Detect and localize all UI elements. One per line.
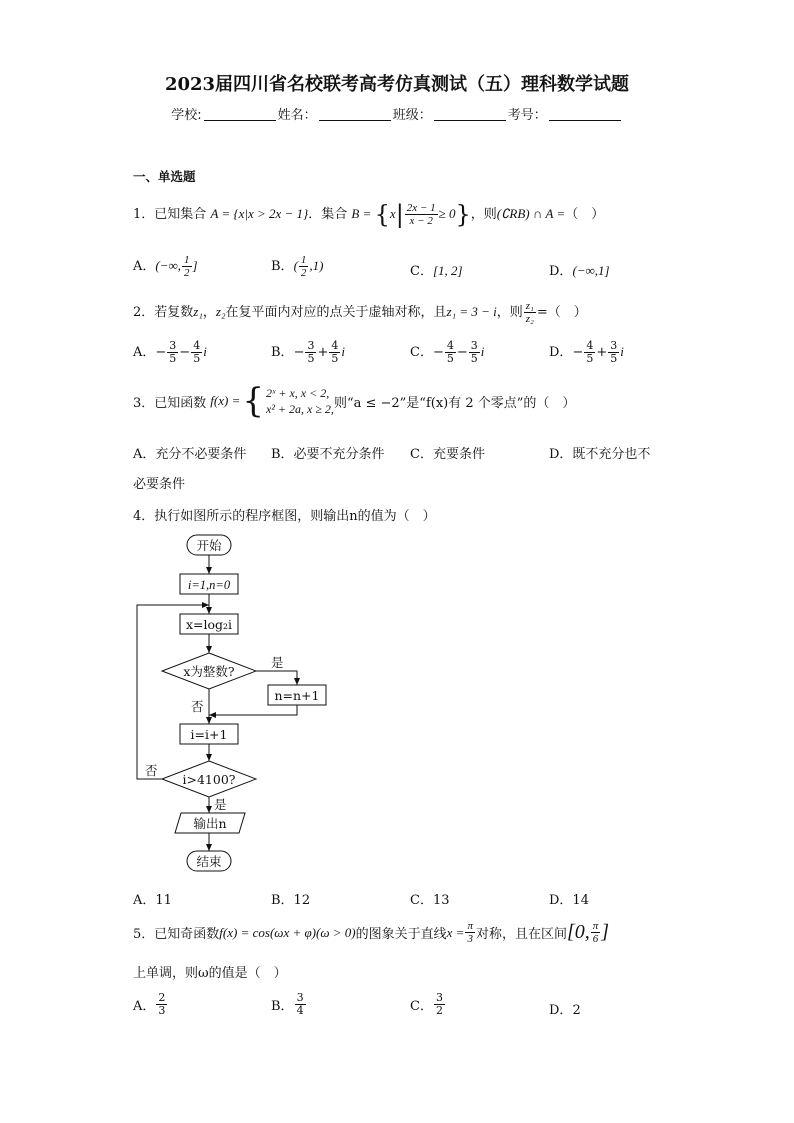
question-5 [133, 920, 609, 945]
class-blank[interactable] [434, 107, 506, 121]
start-label: 开始 [196, 538, 222, 553]
output-label: 输出n [193, 816, 227, 831]
q4-text: 执行如图所示的程序框图，则输出n的值为（ ） [154, 509, 436, 524]
set-a: A = {x|x > 2x − 1} [210, 206, 309, 221]
q1-option-d[interactable]: D．(−∞,1] [549, 263, 610, 279]
case-1: 2ˣ + x, x < 2, [266, 386, 330, 400]
question-number: 1． [133, 207, 155, 222]
student-info-line [0, 104, 794, 123]
q5-option-c[interactable]: C． $\frac{3}{2}$ [410, 991, 443, 1017]
case-2: x² + 2a, x ≥ 2, [266, 402, 334, 416]
question-number: 2． [133, 305, 155, 320]
end-label: 结束 [196, 854, 222, 869]
increment-i-label: i=i+1 [190, 727, 228, 742]
question-number: 4． [133, 509, 155, 524]
q3-option-a[interactable]: A．充分不必要条件 [133, 447, 247, 462]
class-label: 班级： [392, 108, 432, 123]
q2-option-a[interactable]: A．− $\frac{3}{5}$ − $\frac{4}{5}$ i [133, 339, 207, 365]
q2-text: 若复数 [154, 305, 194, 320]
q3-text: 已知函数 [154, 395, 207, 411]
integer-check-label: x为整数? [183, 664, 235, 679]
piecewise-cases [266, 385, 334, 417]
piecewise-brace: { [242, 381, 264, 421]
q1-text: 已知集合 [154, 207, 207, 222]
no-label-1: 否 [191, 699, 204, 714]
q1-text-2: ．集合 [308, 207, 348, 222]
exam-no-label: 考号： [507, 108, 547, 123]
q4-option-b[interactable]: B．12 [271, 893, 311, 908]
school-blank[interactable] [204, 107, 276, 121]
q3-option-d-continued: 必要条件 [133, 477, 186, 492]
page-title: 2023届四川省名校联考高考仿真测试（五）理科数学试题 [164, 74, 630, 95]
interval-right: ] [601, 921, 610, 943]
q4-option-a[interactable]: A．11 [133, 893, 172, 908]
limit-check-label: i>4100? [182, 772, 236, 787]
set-b-suffix: ≥ 0 [438, 206, 456, 221]
q2-option-d[interactable]: D．− $\frac{4}{5}$ + $\frac{3}{5}$ i [549, 339, 624, 365]
z1: z₁ [193, 304, 203, 319]
q1-option-a[interactable]: A．(−∞, $\frac{1}{2}$ ] [133, 254, 198, 279]
flowchart [125, 530, 365, 880]
separator: ， [202, 305, 216, 320]
q1-option-c[interactable]: C．[1, 2] [410, 263, 463, 279]
z-ratio: $\frac{\text{z₁}}{\text{z₂}}$ [525, 300, 534, 325]
question-1: 1．已知集合 A = {x|x > 2x − 1}．集合 B = {x| $\frac{2x - 1}{x - 2}$ ≥ 0}，则(∁RB) ∩ A =（ ） [133, 200, 605, 229]
q5-option-a[interactable]: A． $\frac{2}{3}$ [133, 991, 166, 1017]
q3-text-2: 则“a ≤ −2”是“f(x)有 2 个零点”的（ ） [333, 395, 576, 411]
name-label: 姓名： [277, 108, 317, 123]
init-label: i=1,n=0 [187, 578, 231, 592]
q1-text-3: ，则 [470, 207, 497, 222]
function-f: f(x) = [210, 393, 241, 408]
q2-text-2: 在复平面内对应的点关于虚轴对称，且 [225, 305, 447, 320]
question-number: 3． [133, 395, 155, 411]
q1-option-b[interactable]: B．( $\frac{1}{2}$ ,1) [271, 254, 324, 279]
brace-right: } [455, 200, 471, 229]
assign-label: x=log₂i [185, 617, 233, 632]
exam-no-blank[interactable] [549, 107, 621, 121]
school-label: 学校: [171, 108, 202, 123]
q3-option-b[interactable]: B．必要不充分条件 [271, 447, 385, 462]
q2-option-b[interactable]: B．− $\frac{3}{5}$ + $\frac{4}{5}$ i [271, 339, 345, 365]
question-5-continued: 上单调，则ω的值是（ ） [133, 966, 287, 981]
question-4 [133, 505, 436, 524]
q5-option-d[interactable]: D．2 [549, 1003, 581, 1018]
question-3 [133, 381, 576, 421]
set-b-prefix: B = [351, 206, 375, 221]
pi-over-6: $\frac{\pi}{6}$ [592, 920, 599, 945]
question-number: 5． [133, 927, 155, 942]
set-b-fraction: $\frac{2x - 1}{x - 2}$ [406, 202, 436, 227]
q4-option-d[interactable]: D．14 [549, 893, 589, 908]
q2-text-3: ，则 [496, 305, 523, 320]
answer-paren: =（ ） [536, 305, 587, 320]
name-blank[interactable] [319, 107, 391, 121]
q4-option-c[interactable]: C．13 [410, 893, 450, 908]
pi-over-3: $\frac{\pi}{3}$ [467, 920, 473, 945]
q1-expression: (∁RB) ∩ A = [496, 206, 566, 221]
q3-option-c[interactable]: C．充要条件 [410, 447, 485, 462]
function-f: f(x) = cos(ωx + φ)(ω > 0) [219, 924, 356, 940]
x-equals: x = [446, 924, 465, 940]
answer-paren: （ ） [565, 207, 605, 222]
increment-n-label: n=n+1 [274, 688, 320, 703]
q5-text: 已知奇函数 [154, 927, 220, 942]
q5-text-2: 的图象关于直线 [355, 927, 447, 942]
no-label-2: 否 [145, 763, 158, 778]
section-title: 一、单选题 [133, 169, 196, 184]
z1-equation: z₁ = 3 − i [446, 304, 497, 319]
brace-left: { [374, 200, 390, 229]
q5-text-3: 对称，且在区间 [475, 927, 567, 942]
yes-label-2: 是 [214, 797, 227, 812]
z2: z₂ [215, 304, 226, 319]
yes-label-1: 是 [271, 655, 284, 670]
q5-option-b[interactable]: B． $\frac{3}{4}$ [271, 991, 304, 1017]
q2-option-c[interactable]: C．− $\frac{4}{5}$ − $\frac{3}{5}$ i [410, 339, 485, 365]
interval-left: [0, [566, 921, 590, 943]
q3-option-d[interactable]: D．既不充分也不 [549, 447, 651, 462]
question-2 [133, 300, 587, 325]
